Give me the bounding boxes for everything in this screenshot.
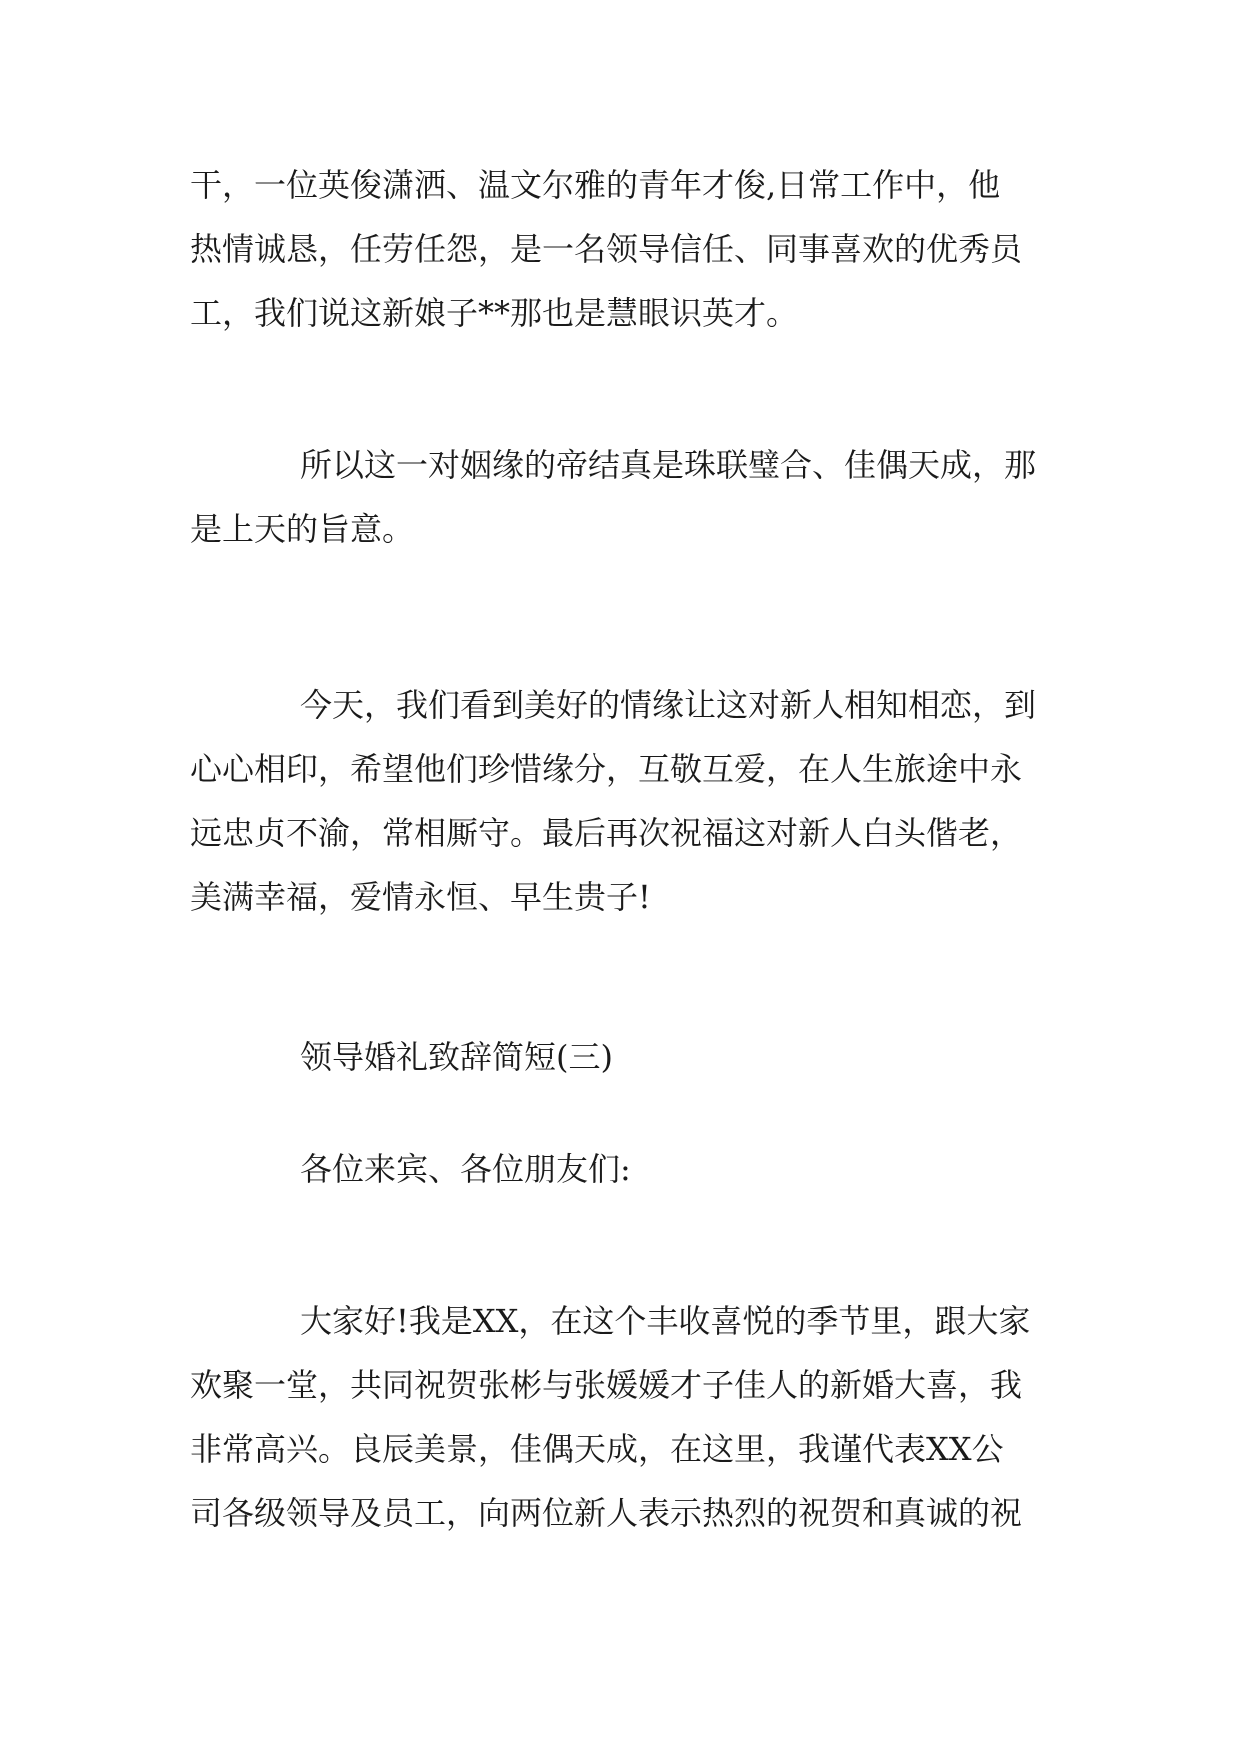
text-line: 司各级领导及员工，向两位新人表示热烈的祝贺和真诚的祝 (190, 1494, 1023, 1532)
text-line: 工，我们说这新娘子**那也是慧眼识英才。 (190, 294, 799, 332)
text-line: 热情诚恳，任劳任怨，是一名领导信任、同事喜欢的优秀员 (190, 230, 1023, 268)
text-line: 干，一位英俊潇洒、温文尔雅的青年才俊,日常工作中，他 (190, 166, 1001, 204)
text-line: 美满幸福，爱情永恒、早生贵子! (190, 878, 651, 916)
section-title: 领导婚礼致辞简短(三) (300, 1038, 613, 1076)
paragraph-greeting (190, 1289, 1060, 1545)
salutation-line: 各位来宾、各位朋友们: (300, 1150, 631, 1188)
paragraph-blessing (190, 673, 1060, 929)
text-line: 欢聚一堂，共同祝贺张彬与张媛媛才子佳人的新婚大喜，我 (190, 1366, 1023, 1404)
paragraph-destined-match (190, 433, 1060, 561)
text-line: 心心相印，希望他们珍惜缘分，互敬互爱，在人生旅途中永 (190, 750, 1023, 788)
paragraph-groom-description (190, 153, 1060, 345)
text-line: 所以这一对姻缘的帝结真是珠联璧合、佳偶天成，那 (300, 446, 1037, 484)
text-line: 是上天的旨意。 (190, 510, 415, 548)
section-heading (190, 1025, 1060, 1089)
text-line: 今天，我们看到美好的情缘让这对新人相知相恋，到 (300, 686, 1037, 724)
text-line: 远忠贞不渝，常相厮守。最后再次祝福这对新人白头偕老， (190, 814, 1023, 852)
text-line: 大家好!我是XX，在这个丰收喜悦的季节里，跟大家 (300, 1302, 1031, 1340)
text-line: 非常高兴。良辰美景，佳偶天成，在这里，我谨代表XX公 (190, 1430, 1004, 1468)
paragraph-salutation (190, 1137, 1060, 1201)
